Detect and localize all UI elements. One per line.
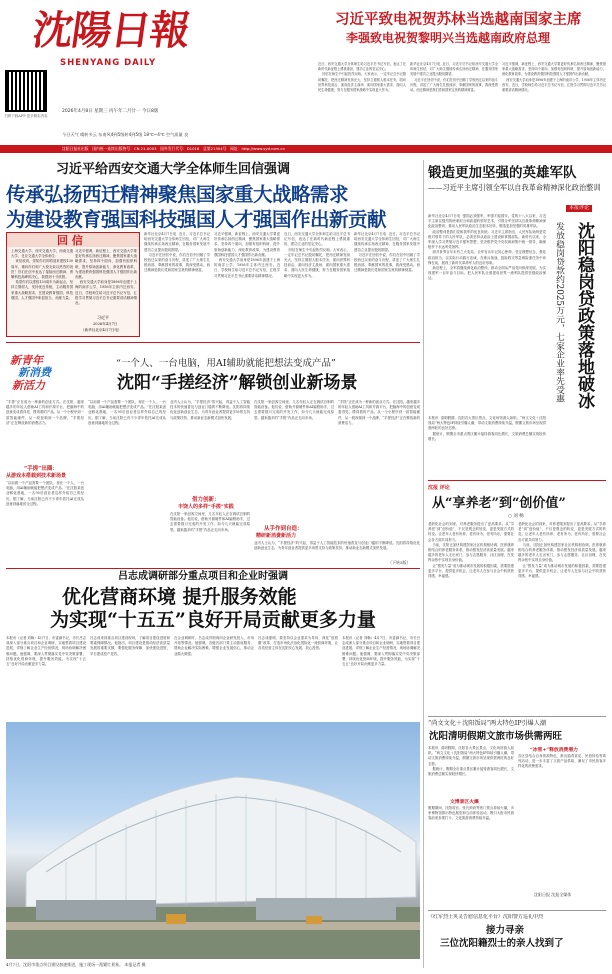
business-col-3: 在企业调研时，吕志成详细询问企业研发投入、市场开拓等情况。他强调，各级各部门要主动靠前服务，帮助企业解决实际困难，增强企业发展信心，推动企业做大做强。: [174, 636, 254, 656]
badge-line-3: 新活力: [12, 379, 45, 392]
side-small-title: 发放稳岗贷款约2025万元，七家企业率先受惠: [554, 222, 564, 403]
consumer-title[interactable]: 沈阳“手搓经济”解锁创业新场景: [117, 373, 358, 393]
comment-title[interactable]: 从“享养老”到“创价值”: [432, 496, 566, 511]
bottom-title-2[interactable]: 三位沈阳籍烈士的亲人找到了: [440, 938, 564, 949]
reply-signature: 习近平: [97, 315, 109, 320]
consumer-sub-3b: 精研新消费新活力: [256, 533, 297, 539]
consumer-kicker: “一个人、一台电脑，用AI辅助就能把想法变成产品”: [116, 358, 336, 369]
right-tag: 本报评论: [566, 205, 592, 212]
qr-caption: 扫码下载APP 更多精彩内容: [4, 114, 48, 118]
comment-body-1: 老龄化社会的到来，对养老服务提出了更高要求。从“享养老”到“创价值”，不仅是观念的转变，更是发展方式的转变。让老年人老有所养、老有所为、老有所乐，需要社会各方面共同努力。 当前，沈阳正加快构建居家社区机构相协调、医养康养相结合的养老服务体系，推动银发经济高质量发展。越来越多的老年人走出家门，参与志愿服务、社区治理，在发挥余热中实现自身价值。 让“银发力量”成为推动城市发展的积极因素，需要搭建更多平台、提供更多机会，让老年人在参与社会中收获获得感、幸福感。: [428, 522, 514, 579]
consumer-continued: （下转5版）: [388, 560, 411, 565]
consumer-col-5: “手搓”正在成为一种新的创业方式。在沈阳，越来越多的年轻人借助AI工具和开源平台，把脑海中的创意变成看得见、摸得着的产品。从一个小程序到一款智能硬件，从一段视频到一个品牌，“手搓经济”正在释放新的消费活力。: [338, 400, 420, 425]
culture-body-2: 假期期间，沈阳故宫、张氏帅府等热门景点持续火爆，多家博物馆推出特色展览和互动体验活动，吸引大批市民游客前来参观打卡，文化旅游消费持续升温。: [428, 806, 514, 821]
meta-publisher: 沈阳日报社出版: [62, 146, 89, 151]
culture-title[interactable]: 沈阳清明假期文旅市场供需两旺: [429, 731, 563, 742]
business-title-2[interactable]: 为实现“十五五”良好开局贡献更多力量: [50, 609, 376, 631]
badge-line-2: 新消费: [18, 366, 51, 379]
consumer-col-3b: 在沈阳一家创客空间里，几名年轻人正在调试自制的智能设备。他们说，借助开源硬件和AI编程助手，过去需要数月完成的开发工作，如今几天就能完成原型。越来越多的“手搓”作品正走向市场。: [170, 512, 250, 532]
consumer-col-2: “以前做一个产品需要一个团队，现在一个人、一台电脑，用AI辅助就能把想法变成产品。”在沈阳某创业孵化基地，一名95后创业者这样介绍自己的经历。据了解，当前沈阳已有不少青年依托AI完成从创意到落地的全过程。: [88, 400, 166, 425]
lead-title-line1[interactable]: 传承弘扬西迁精神聚焦国家重大战略需求: [6, 183, 349, 206]
business-col-5: 本报讯（记者 刘畅）4月7日，市委副书记、市长吕志成深入部分重点项目和企业调研，实地察看项目建设进展，详细了解企业生产经营情况，现场协调解决困难问题。他强调，要深入贯彻落实党中央决策部署，持续优化营商环境，提升服务效能，为实现“十五五”良好开局贡献更多力量。: [342, 636, 420, 667]
culture-body-3: 各区县结合自身资源特色，推出踏青赏花、民俗体验等系列活动，进一步丰富了文旅产品供给，满足了市民游客多样化的消费需求。: [518, 754, 606, 769]
reply-box-title: 回 信: [57, 234, 83, 247]
reply-box-text-b: 习近平强调，新征程上，西安交通大学要更好传承弘扬西迁精神，聚焦国家重大战略需求，坚持四个面向，加强有组织科研，提升原始创新能力，深化教育改革，为建设教育强国科技强国人才强国作出新贡献。 西安交通大学前身是1896年创建于上海的南洋公学，1956年主体内迁西安。近日，学校师生给习近平总书记写信，汇报学习贯彻习近平总书记重要讲话精神情况。: [75, 249, 137, 306]
lead-col-3: 近日，西安交通大学全体师生给习近平总书记写信，表达了在新时代新征程上勇挑重担、建功立业的坚定决心。 回信在师生中引起热烈反响。大家表示，一定牢记总书记殷切嘱托，把西迁精神发扬光大，坚持立德树人根本任务，面向世界科技前沿、面向经济主战场、面向国家重大需求、面向人民生命健康，努力在服务国家战略中实现更大作为。: [284, 232, 350, 278]
right-title[interactable]: 锻造更加坚强的英雄军队: [428, 165, 577, 181]
culture-sub-1: 文博景区火爆: [450, 799, 479, 805]
photo-caption: 4月7日，沈阳市重点项目建设加速推进，施工现场一派繁忙景象。 本报记者 摄: [6, 962, 146, 967]
header-col-1: 近日，西安交通大学全体师生给习近平总书记写信，表达了在新时代新征程上勇挑重担、建功立业的坚定决心。 回信在师生中引起热烈反响。大家表示，一定牢记总书记殷切嘱托，把西迁精神发扬光大，坚持立德树人根本任务，面向世界科技前沿、面向经济主战场、面向国家重大需求、面向人民生命健康，努力在服务国家战略中实现更大作为。: [318, 62, 406, 93]
consumer-sub-3: 从手作到自造：: [264, 526, 303, 532]
meta-issn: 国内统一连续出版物号：CN 21-0003: [92, 146, 157, 151]
culture-body-1: 本报讯 清明假期，沈阳各大景区景点、文化场馆游人如织。“尚文文化＋沈阳饭局”两大特色IP持续引爆人潮，带动文旅消费持续升温，假期文旅市场呈现供需两旺的良好态势。 据统计，假期全市重点景区累计接待游客同比增长，文旅消费总额实现较快增长。: [428, 746, 514, 777]
business-col-4: 吕志成强调，要坚持以企业需求为导向，深化“放管服”改革，打造市场化法治化国际化一流营商环境，让各类经营主体在沈阳安心发展、放心投资。: [258, 636, 338, 651]
meta-dist: 国外发行代号：D1016: [160, 146, 200, 151]
side-big-title[interactable]: 沈阳稳岗贷政策落地破冰: [574, 222, 594, 409]
right-divider-1: [428, 480, 606, 481]
date-line: 2026年4月8日 星期三 丙午年二月廿一 今日8版: [62, 109, 159, 114]
masthead-logo-en: SHENYANG DAILY: [60, 58, 157, 68]
right-body: 新华社北京4月7日电 强国必须强军，军强才能国安。党的十八大以来，习近平主席以强烈的使命担当和高超的领导艺术，引领全军坚持以自我革命精神深化政治整训，推动人民军队政治生态根本好转，锻造更加坚强的英雄军队。 政治整训是我们党和我军的优良传统。习近平主席指出，人民军队始终是党绝对领导下的人民军队，必须坚持从政治上建设和掌握部队。新时代以来，全军深入学习贯彻习近平强军思想，坚决维护党中央权威和集中统一领导，确保枪杆子永远听党指挥。 面对世界百年未有之大变局，全军官兵牢记初心使命，坚定理想信念，强化政治担当，以实际行动践行忠诚，在练兵备战、抢险救灾等急难险重任务中冲锋在前，展现了新时代革命军人的良好形象。 新征程上，全军将继续深化政治整训，推动全面从严治党向纵深发展，为实现建军一百年奋斗目标、把人民军队全面建成世界一流军队提供坚强政治保证。: [428, 214, 546, 281]
business-kicker: 吕志成调研部分重点项目和企业时强调: [118, 571, 288, 582]
stadium-photo[interactable]: [6, 722, 420, 959]
header-news-subtitle[interactable]: 李强致电祝贺黎明兴当选越南政府总理: [346, 31, 551, 45]
meta-site[interactable]: 网址：http://www.syd.com.cn: [230, 146, 285, 151]
stadium-illustration: [6, 722, 420, 959]
divider-1: [6, 342, 420, 343]
comment-tag: 沈报 评论: [428, 485, 450, 491]
badge-line-1: 新青年: [10, 354, 43, 367]
lead-kicker: 习近平给西安交通大学全体师生回信强调: [56, 162, 291, 177]
lead-col-1: 新华社北京4月7日电 近日，习近平总书记给西安交通大学全体师生回信，对广大师生继续传承弘扬西迁精神、在服务国家发展中建功立业提出殷切期望。 习近平在回信中说，你们在信中回顾了学校西迁以来的奋斗历程，讲述了广大师生扎根西部、奉献国家的故事，我深受感动。西迁精神是我们党和国家宝贵的精神财富。: [144, 232, 210, 273]
right-divider-2: [428, 716, 606, 717]
lead-title-line2[interactable]: 为建设教育强国科技强国人才强国作出新贡献: [6, 208, 387, 231]
consumer-sub-2: 借力创新：: [192, 497, 220, 503]
header-news-title[interactable]: 习近平致电祝贺苏林当选越南国家主席: [335, 11, 582, 28]
divider-2: [6, 568, 420, 569]
consumer-col-3: 业内人士认为，“手搓经济”的兴起，得益于人工智能技术的快速普及与创业门槛的不断降低。沈阳将持续优化创新创业生态，为青年创业者提供更多场景支持与政策扶持，推动新业态新模式加快发展。: [170, 400, 250, 420]
masthead: [0, 0, 612, 162]
consumer-col-4: 在沈阳一家创客空间里，几名年轻人正在调试自制的智能设备。他们说，借助开源硬件和AI编程助手，过去需要数月完成的开发工作，如今几天就能完成原型。越来越多的“手搓”作品正走向市场。: [254, 400, 334, 420]
consumer-sub-2b: 丰饶人的多样“手搓”实践: [178, 504, 234, 510]
right-divider-3: [428, 910, 606, 911]
bottom-kicker: 《红军烈士英灵告慰信息化平台》沈阳警方巡礼中烈: [428, 914, 544, 920]
new-youth-badge: [8, 352, 68, 392]
lead-col-2: 习近平强调，新征程上，西安交通大学要更好传承弘扬西迁精神，聚焦国家重大战略需求，坚持四个面向，加强有组织科研，提升原始创新能力，深化教育改革，为建设教育强国科技强国人才强国作出新贡献。 西安交通大学前身是1896年创建于上海的南洋公学，1956年主体内迁西安。近日，学校师生给习近平总书记写信，汇报学习贯彻习近平总书记重要讲话精神情况。: [214, 232, 280, 278]
consumer-sub-1: “手搓”出圈：: [24, 466, 58, 472]
header-col-3: 习近平强调，新征程上，西安交通大学要更好传承弘扬西迁精神，聚焦国家重大战略需求，坚持四个面向，加强有组织科研，提升原始创新能力，深化教育改革，为建设教育强国科技强国人才强国作出新贡献。 西安交通大学前身是1896年创建于上海的南洋公学，1956年主体内迁西安。近日，学校师生给习近平总书记写信，汇报学习贯彻习近平总书记重要讲话精神情况。: [502, 62, 606, 93]
reply-date: 2026年4月7日: [93, 322, 118, 326]
consumer-sub-1b: 从游戏本搭载到技术新场景: [6, 473, 67, 479]
bottom-title-1[interactable]: 接力寻亲: [486, 925, 525, 936]
lead-col-4: 新华社北京4月7日电 近日，习近平总书记给西安交通大学全体师生回信，对广大师生继续传承弘扬西迁精神、在服务国家发展中建功立业提出殷切期望。 习近平在回信中说，你们在信中回顾了学校西迁以来的奋斗历程，讲述了广大师生扎根西部、奉献国家的故事，我深受感动。西迁精神是我们党和国家宝贵的精神财富。: [354, 232, 420, 273]
consumer-col-1: “手搓”正在成为一种新的创业方式。在沈阳，越来越多的年轻人借助AI工具和开源平台，把脑海中的创意变成看得见、摸得着的产品。从一个小程序到一款智能硬件，从一段视频到一个品牌，“手搓经济”正在释放新的消费活力。: [6, 400, 84, 425]
consumer-col-6: 业内人士认为，“手搓经济”的兴起，得益于人工智能技术的快速普及与创业门槛的不断降低。沈阳将持续优化创新创业生态，为青年创业者提供更多场景支持与政策扶持，推动新业态新模式加快发展。: [254, 541, 420, 551]
business-col-1: 本报讯（记者 刘畅）4月7日，市委副书记、市长吕志成深入部分重点项目和企业调研，实地察看项目建设进展，详细了解企业生产经营情况，现场协调解决困难问题。他强调，要深入贯彻落实党中央决策部署，持续优化营商环境，提升服务效能，为实现“十五五”良好开局贡献更多力量。: [6, 636, 86, 667]
business-col-2: 吕志成来到重点项目建设现场，了解项目建设进度和要素保障情况。他指出，项目建设是推动经济高质量发展的重要支撑，要强化服务保障，加快建设进度，早日建成投产见效。: [90, 636, 170, 656]
weather-line: 今日天气 晴转多云 东南风4到5级转4到5级 18℃~4℃ 空气质量 良: [62, 132, 189, 137]
reply-source: （新华社北京4月7日电）: [81, 328, 122, 332]
meta-bar-text: [62, 146, 612, 152]
business-title-1[interactable]: 优化营商环境 提升服务效能: [62, 586, 297, 608]
meta-total: 总第21304号: [202, 146, 227, 151]
right-subtitle: ——习近平主席引领全军以自我革命精神深化政治整训: [428, 183, 601, 192]
culture-byline: 沈阳日报 沈报全媒体: [534, 892, 572, 897]
right-divider: [423, 160, 424, 968]
reply-box: [6, 232, 140, 337]
comment-body-2: 老龄化社会的到来，对养老服务提出了更高要求。从“享养老”到“创价值”，不仅是观念的转变，更是发展方式的转变。让老年人老有所养、老有所为、老有所乐，需要社会各方面共同努力。 当前，沈阳正加快构建居家社区机构相协调、医养康养相结合的养老服务体系，推动银发经济高质量发展。越来越多的老年人走出家门，参与志愿服务、社区治理，在发挥余热中实现自身价值。 让“银发力量”成为推动城市发展的积极因素，需要搭建更多平台、提供更多机会，让老年人在参与社会中收获获得感、幸福感。: [518, 522, 606, 579]
header-col-2: 新华社北京4月7日电 近日，习近平总书记给西安交通大学全体师生回信，对广大师生继续传承弘扬西迁精神、在服务国家发展中建功立业提出殷切期望。 习近平在回信中说，你们在信中回顾了学校西迁以来的奋斗历程，讲述了广大师生扎根西部、奉献国家的故事，我深受感动。西迁精神是我们党和国家宝贵的精神财富。: [410, 62, 498, 93]
consumer-col-1b: “以前做一个产品需要一个团队，现在一个人、一台电脑，用AI辅助就能把想法变成产品。”在沈阳某创业孵化基地，一名95后创业者这样介绍自己的经历。据了解，当前沈阳已有不少青年依托AI完成从创意到落地的全过程。: [6, 481, 84, 506]
masthead-logo: 沈陽日報: [29, 7, 193, 54]
culture-kicker: “尚文文化＋沈阳饭局”两大特色IP引爆人潮: [428, 720, 547, 727]
culture-sub-2: “冰雪+”释放消费潜力: [530, 747, 578, 753]
comment-author: ○ 刘 畅: [508, 514, 524, 519]
qr-code[interactable]: [5, 70, 47, 112]
reply-box-text: 上海交通大学、西安交通大学、西南交通大学、北京交通大学全体师生： 来信收到，得知你们即将迎来建校130周年，谨向你们和广大校友致以热烈的祝贺！你们在信中表达了接续西迁精神、勇攀科技高峰的决心，我感到十分欣慰。 希望你们以建校130周年为新起点，坚持立德树人，发扬优良传统，主动服务国家重大战略需求，在建设教育强国、科技强国、人才强国中彰显担当、贡献力量。: [11, 249, 73, 300]
right-body-2: 本报讯 清明假期，沈阳各大景区景点、文化场馆游人如织。“尚文文化＋沈阳饭局”两大特色IP持续引爆人潮，带动文旅消费持续升温，假期文旅市场呈现供需两旺的良好态势。 据统计，假期全市重点景区累计接待游客同比增长，文旅消费总额实现较快增长。: [428, 416, 546, 441]
